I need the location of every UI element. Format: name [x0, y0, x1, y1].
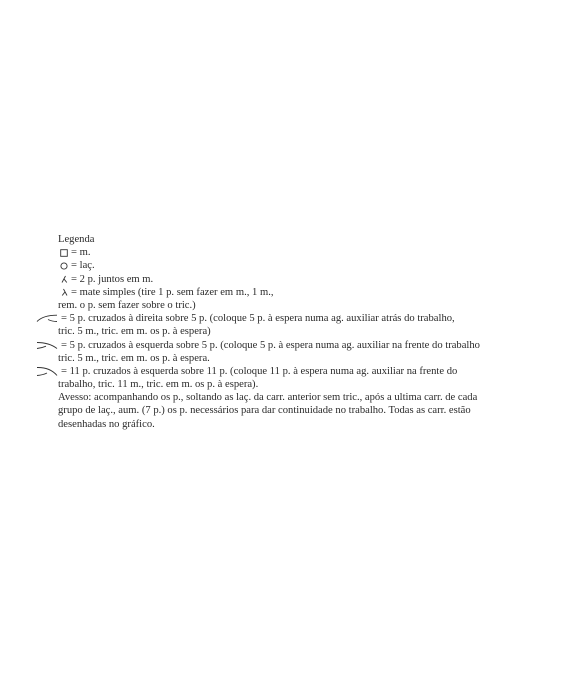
- legend-item-text: = laç.: [71, 260, 95, 272]
- legend-item-text: = 11 p. cruzados à esquerda sobre 11 p. (coloque 11 p. à espera numa ag. auxiliar na frente do: [61, 365, 458, 377]
- legend-item-text: = m.: [71, 247, 91, 259]
- avesso-text-line-1: Avesso: acompanhando os p., soltando as laç. da carr. anterior sem tric., após a ultima carr. de cada: [58, 392, 478, 404]
- avesso-text-line-3: desenhadas no gráfico.: [58, 418, 155, 430]
- legend-block: [58, 233, 558, 431]
- two-together-icon: [61, 275, 68, 283]
- cable-right-5-icon: [36, 314, 58, 323]
- legend-title: Legenda: [58, 234, 95, 245]
- circle-icon: [60, 262, 68, 270]
- legend-item-knit: [58, 246, 558, 259]
- legend-item-text-cont: tric. 5 m., tric. em m. os p. à espera): [58, 326, 211, 338]
- legend-item-cable-left-11: [36, 365, 558, 378]
- legend-item-text-cont: trabalho, tric. 11 m., tric. em m. os p. à espera).: [58, 379, 259, 391]
- legend-item-text: = 2 p. juntos em m.: [71, 273, 154, 285]
- legend-item-text: = 5 p. cruzados à direita sobre 5 p. (coloque 5 p. à espera numa ag. auxiliar atrás do trabalho,: [61, 313, 455, 325]
- legend-item-text: = mate simples (tire 1 p. sem fazer em m., 1 m.,: [71, 286, 274, 298]
- avesso-text-line-2: grupo de laç., aum. (7 p.) os p. necessários para dar continuidade no trabalho. Todas as carr. estão: [58, 405, 471, 417]
- legend-item-cable-left-5: [36, 339, 558, 352]
- square-icon: [60, 249, 68, 257]
- legend-item-cable-right-5: [36, 312, 558, 325]
- legend-item-k2tog: [58, 273, 558, 286]
- legend-item-text-cont: tric. 5 m., tric. em m. os p. à espera.: [58, 352, 210, 364]
- legend-item-yarnover: [58, 259, 558, 272]
- legend-item-ssk: [58, 286, 558, 299]
- cable-left-11-icon: [36, 366, 58, 377]
- legend-item-text: = 5 p. cruzados à esquerda sobre 5 p. (coloque 5 p. à espera numa ag. auxiliar na frente do trabalho: [61, 339, 480, 351]
- slip-decrease-icon: [61, 288, 68, 296]
- cable-left-5-icon: [36, 341, 58, 350]
- legend-item-text-cont: rem. o p. sem fazer sobre o tric.): [58, 299, 196, 311]
